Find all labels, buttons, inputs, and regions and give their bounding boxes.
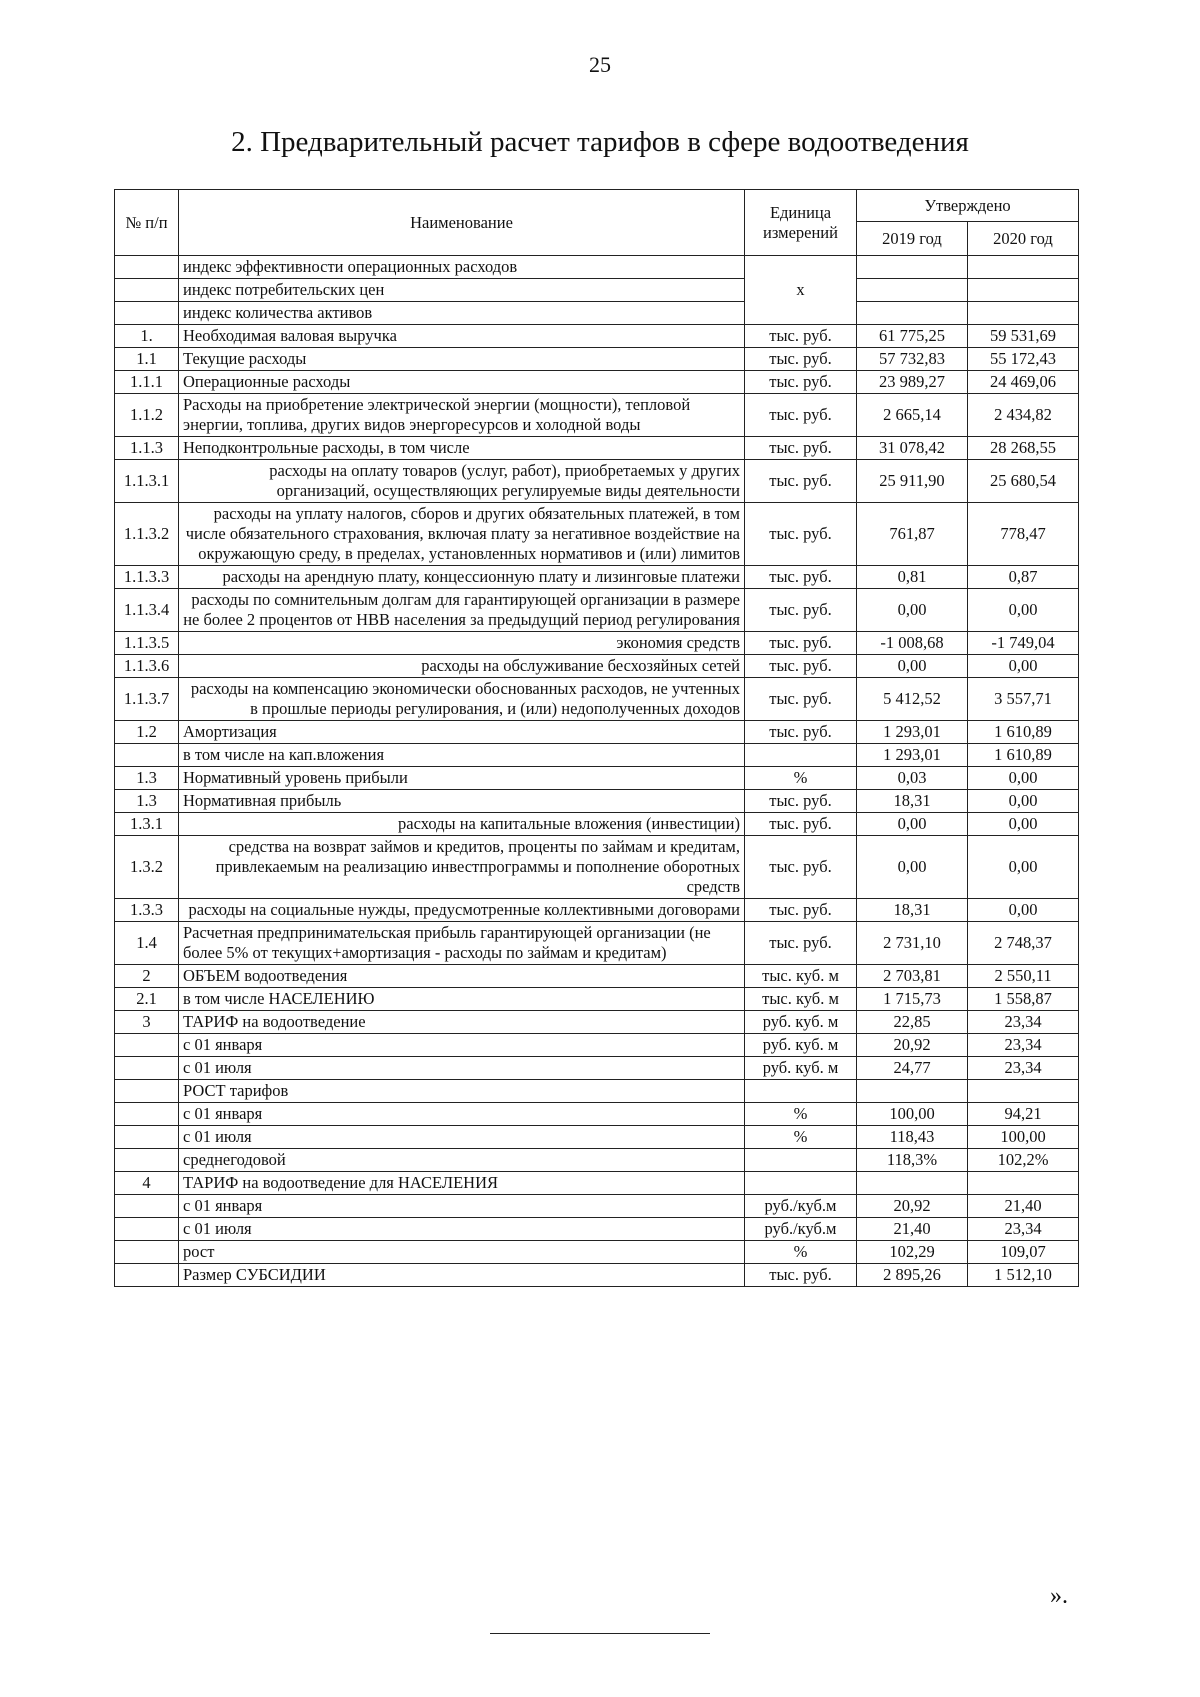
row-unit: тыс. руб. — [745, 632, 857, 655]
row-value-2020: 102,2% — [968, 1149, 1079, 1172]
row-value-2020: 0,00 — [968, 813, 1079, 836]
row-num: 1.3 — [115, 790, 179, 813]
row-num — [115, 1149, 179, 1172]
table-row — [115, 678, 1079, 721]
row-name: Операционные расходы — [179, 371, 745, 394]
table-row — [115, 790, 1079, 813]
row-unit: тыс. руб. — [745, 437, 857, 460]
row-unit: тыс. руб. — [745, 721, 857, 744]
row-value-2019: 102,29 — [857, 1241, 968, 1264]
row-num: 1.1.3.3 — [115, 566, 179, 589]
row-num: 1.1.3.1 — [115, 460, 179, 503]
table-row — [115, 1126, 1079, 1149]
row-value-2019: 0,81 — [857, 566, 968, 589]
row-num — [115, 1103, 179, 1126]
table-row — [115, 325, 1079, 348]
table-row — [115, 1080, 1079, 1103]
row-unit: % — [745, 1103, 857, 1126]
row-value-2020: 109,07 — [968, 1241, 1079, 1264]
row-value-2019: 23 989,27 — [857, 371, 968, 394]
table-row — [115, 348, 1079, 371]
row-value-2019: 2 665,14 — [857, 394, 968, 437]
row-value-2020: 21,40 — [968, 1195, 1079, 1218]
row-value-2020: 24 469,06 — [968, 371, 1079, 394]
row-value-2020: 2 550,11 — [968, 965, 1079, 988]
table-row — [115, 836, 1079, 899]
row-name: расходы на уплату налогов, сборов и других обязательных платежей, в том числе обязательного страхования, включая плату за негативное воздействие на окружающую среду, в пределах, установленных нормативов и (или) лимитов — [179, 503, 745, 566]
row-unit: тыс. руб. — [745, 348, 857, 371]
table-row — [115, 721, 1079, 744]
row-value-2019: 20,92 — [857, 1195, 968, 1218]
row-name: с 01 июля — [179, 1126, 745, 1149]
row-unit: руб./куб.м — [745, 1195, 857, 1218]
row-name: Необходимая валовая выручка — [179, 325, 745, 348]
row-value-2020: 28 268,55 — [968, 437, 1079, 460]
table-row — [115, 371, 1079, 394]
table-row — [115, 1011, 1079, 1034]
row-value-2019: 21,40 — [857, 1218, 968, 1241]
table-row — [115, 1218, 1079, 1241]
row-name: расходы на компенсацию экономически обоснованных расходов, не учтенных в прошлые периоды регулирования, и (или) недополученных доходов — [179, 678, 745, 721]
row-value-2020: 0,00 — [968, 589, 1079, 632]
row-unit: тыс. руб. — [745, 566, 857, 589]
table-row — [115, 1172, 1079, 1195]
row-value-2020 — [968, 1080, 1079, 1103]
row-name: ТАРИФ на водоотведение для НАСЕЛЕНИЯ — [179, 1172, 745, 1195]
table-row — [115, 899, 1079, 922]
row-value-2020: 0,00 — [968, 655, 1079, 678]
row-value-2019 — [857, 1080, 968, 1103]
table-row — [115, 1103, 1079, 1126]
row-value-2019: 5 412,52 — [857, 678, 968, 721]
footer-rule — [490, 1633, 710, 1634]
row-num: 1.1 — [115, 348, 179, 371]
row-name: Размер СУБСИДИИ — [179, 1264, 745, 1287]
row-unit: тыс. куб. м — [745, 988, 857, 1011]
row-unit — [745, 1149, 857, 1172]
row-name: расходы на капитальные вложения (инвестиции) — [179, 813, 745, 836]
row-num: 1.1.3.7 — [115, 678, 179, 721]
row-name: Нормативный уровень прибыли — [179, 767, 745, 790]
row-name: с 01 июля — [179, 1218, 745, 1241]
index-row-2020 — [968, 256, 1079, 279]
row-value-2020: 0,87 — [968, 566, 1079, 589]
header-num: № п/п — [115, 190, 179, 256]
row-name: ОБЪЕМ водоотведения — [179, 965, 745, 988]
row-num: 4 — [115, 1172, 179, 1195]
header-approved: Утверждено — [857, 190, 1079, 222]
row-value-2019: 31 078,42 — [857, 437, 968, 460]
index-row-2019 — [857, 256, 968, 279]
row-value-2019: 0,00 — [857, 813, 968, 836]
header-year-2019: 2019 год — [857, 222, 968, 256]
row-value-2019: 18,31 — [857, 899, 968, 922]
row-num: 1.1.3.4 — [115, 589, 179, 632]
row-value-2020: 55 172,43 — [968, 348, 1079, 371]
row-unit: % — [745, 1241, 857, 1264]
index-unit-cell: х — [745, 256, 857, 325]
row-num — [115, 1080, 179, 1103]
row-name: среднегодовой — [179, 1149, 745, 1172]
row-name: с 01 января — [179, 1034, 745, 1057]
row-name: Текущие расходы — [179, 348, 745, 371]
row-unit: тыс. руб. — [745, 371, 857, 394]
table-row — [115, 767, 1079, 790]
row-name: рост — [179, 1241, 745, 1264]
row-unit: тыс. руб. — [745, 790, 857, 813]
table-body — [115, 256, 1079, 1287]
table-row — [115, 965, 1079, 988]
header-year-2020: 2020 год — [968, 222, 1079, 256]
row-name: расходы на арендную плату, концессионную плату и лизинговые платежи — [179, 566, 745, 589]
row-num — [115, 1057, 179, 1080]
index-row-name: индекс количества активов — [179, 302, 745, 325]
index-row-num — [115, 279, 179, 302]
table-row — [115, 632, 1079, 655]
row-value-2020: 94,21 — [968, 1103, 1079, 1126]
row-unit: руб. куб. м — [745, 1034, 857, 1057]
row-value-2020: 0,00 — [968, 836, 1079, 899]
header-unit: Единица измерений — [745, 190, 857, 256]
index-row-2019 — [857, 279, 968, 302]
row-value-2019: 0,00 — [857, 589, 968, 632]
row-value-2020: 23,34 — [968, 1034, 1079, 1057]
row-unit: тыс. руб. — [745, 813, 857, 836]
row-name: расходы по сомнительным долгам для гарантирующей организации в размере не более 2 процентов от НВВ населения за предыдущий период регулирования — [179, 589, 745, 632]
row-value-2019: 0,03 — [857, 767, 968, 790]
row-name: с 01 января — [179, 1195, 745, 1218]
row-unit — [745, 744, 857, 767]
row-name: расходы на обслуживание бесхозяйных сетей — [179, 655, 745, 678]
table-row — [115, 1057, 1079, 1080]
row-num: 1.1.3.6 — [115, 655, 179, 678]
row-name: Расходы на приобретение электрической энергии (мощности), тепловой энергии, топлива, других видов энергоресурсов и холодной воды — [179, 394, 745, 437]
row-name: ТАРИФ на водоотведение — [179, 1011, 745, 1034]
index-row-name: индекс эффективности операционных расходов — [179, 256, 745, 279]
row-unit: тыс. руб. — [745, 922, 857, 965]
row-name: Неподконтрольные расходы, в том числе — [179, 437, 745, 460]
row-unit: руб. куб. м — [745, 1011, 857, 1034]
row-value-2019: 0,00 — [857, 836, 968, 899]
row-value-2020: 59 531,69 — [968, 325, 1079, 348]
page-number: 25 — [589, 52, 611, 77]
row-num: 2.1 — [115, 988, 179, 1011]
table-row — [115, 655, 1079, 678]
row-unit: тыс. руб. — [745, 589, 857, 632]
row-name: расходы на социальные нужды, предусмотренные коллективными договорами — [179, 899, 745, 922]
table-row — [115, 394, 1079, 437]
row-num — [115, 1264, 179, 1287]
row-unit — [745, 1172, 857, 1195]
row-value-2020: 1 610,89 — [968, 744, 1079, 767]
table-row — [115, 1264, 1079, 1287]
row-value-2019: 61 775,25 — [857, 325, 968, 348]
row-value-2019: -1 008,68 — [857, 632, 968, 655]
row-unit: тыс. руб. — [745, 325, 857, 348]
row-value-2019: 57 732,83 — [857, 348, 968, 371]
table-row — [115, 1034, 1079, 1057]
row-unit: руб. куб. м — [745, 1057, 857, 1080]
table-row — [115, 922, 1079, 965]
row-value-2020: 1 558,87 — [968, 988, 1079, 1011]
table-row — [115, 437, 1079, 460]
row-num: 1.1.1 — [115, 371, 179, 394]
row-value-2019: 22,85 — [857, 1011, 968, 1034]
tariff-table — [114, 189, 1079, 1287]
row-num: 1.3.3 — [115, 899, 179, 922]
row-unit: тыс. куб. м — [745, 965, 857, 988]
row-num: 1.3.2 — [115, 836, 179, 899]
table-row — [115, 744, 1079, 767]
index-row-num — [115, 256, 179, 279]
row-value-2020: 2 434,82 — [968, 394, 1079, 437]
row-name: с 01 января — [179, 1103, 745, 1126]
row-num — [115, 744, 179, 767]
table-row — [115, 813, 1079, 836]
index-row-2019 — [857, 302, 968, 325]
row-value-2019: 118,3% — [857, 1149, 968, 1172]
row-value-2020: 0,00 — [968, 790, 1079, 813]
row-value-2019: 24,77 — [857, 1057, 968, 1080]
row-value-2019: 2 895,26 — [857, 1264, 968, 1287]
row-value-2019: 1 293,01 — [857, 721, 968, 744]
row-unit: тыс. руб. — [745, 460, 857, 503]
row-value-2019: 20,92 — [857, 1034, 968, 1057]
index-row-num — [115, 302, 179, 325]
row-value-2020: 25 680,54 — [968, 460, 1079, 503]
row-value-2020: -1 749,04 — [968, 632, 1079, 655]
row-name: расходы на оплату товаров (услуг, работ), приобретаемых у других организаций, осуществляющих регулируемые виды деятельности — [179, 460, 745, 503]
row-num — [115, 1195, 179, 1218]
row-value-2020: 1 512,10 — [968, 1264, 1079, 1287]
row-value-2020: 2 748,37 — [968, 922, 1079, 965]
row-num — [115, 1034, 179, 1057]
row-value-2020: 23,34 — [968, 1011, 1079, 1034]
header-name: Наименование — [179, 190, 745, 256]
row-num: 1.1.3 — [115, 437, 179, 460]
table-row — [115, 566, 1079, 589]
row-value-2020: 778,47 — [968, 503, 1079, 566]
row-unit: тыс. руб. — [745, 1264, 857, 1287]
row-value-2019: 100,00 — [857, 1103, 968, 1126]
table-row — [115, 460, 1079, 503]
row-num — [115, 1126, 179, 1149]
row-name: Расчетная предпринимательская прибыль гарантирующей организации (не более 5% от текущих+амортизация - расходы по займам и кредитам) — [179, 922, 745, 965]
row-name: Амортизация — [179, 721, 745, 744]
row-value-2020: 23,34 — [968, 1057, 1079, 1080]
row-num: 2 — [115, 965, 179, 988]
row-num: 1. — [115, 325, 179, 348]
row-num: 1.3.1 — [115, 813, 179, 836]
row-unit: тыс. руб. — [745, 394, 857, 437]
row-value-2019: 18,31 — [857, 790, 968, 813]
row-name: средства на возврат займов и кредитов, проценты по займам и кредитам, привлекаемым на реализацию инвестпрограммы и пополнение оборотных средств — [179, 836, 745, 899]
index-row-name: индекс потребительских цен — [179, 279, 745, 302]
row-name: в том числе на кап.вложения — [179, 744, 745, 767]
row-value-2020 — [968, 1172, 1079, 1195]
table-row — [115, 988, 1079, 1011]
row-num: 1.3 — [115, 767, 179, 790]
row-unit: тыс. руб. — [745, 678, 857, 721]
index-row-2020 — [968, 279, 1079, 302]
row-unit: руб./куб.м — [745, 1218, 857, 1241]
row-num: 1.1.3.5 — [115, 632, 179, 655]
row-value-2020: 3 557,71 — [968, 678, 1079, 721]
table-row — [115, 1195, 1079, 1218]
row-name: экономия средств — [179, 632, 745, 655]
row-value-2020: 0,00 — [968, 899, 1079, 922]
row-name: РОСТ тарифов — [179, 1080, 745, 1103]
row-num: 1.4 — [115, 922, 179, 965]
table-row — [115, 1149, 1079, 1172]
row-unit: тыс. руб. — [745, 503, 857, 566]
row-unit — [745, 1080, 857, 1103]
row-unit: тыс. руб. — [745, 655, 857, 678]
table-row — [115, 503, 1079, 566]
row-unit: % — [745, 767, 857, 790]
row-num — [115, 1241, 179, 1264]
table-row — [115, 589, 1079, 632]
row-value-2019: 118,43 — [857, 1126, 968, 1149]
row-num: 1.2 — [115, 721, 179, 744]
row-unit: тыс. руб. — [745, 899, 857, 922]
row-unit: % — [745, 1126, 857, 1149]
document-title: 2. Предварительный расчет тарифов в сфере водоотведения — [231, 126, 969, 158]
row-num — [115, 1218, 179, 1241]
row-value-2019: 1 293,01 — [857, 744, 968, 767]
table-row — [115, 1241, 1079, 1264]
row-value-2019: 761,87 — [857, 503, 968, 566]
row-value-2019: 1 715,73 — [857, 988, 968, 1011]
row-name: Нормативная прибыль — [179, 790, 745, 813]
row-value-2020: 100,00 — [968, 1126, 1079, 1149]
row-value-2020: 1 610,89 — [968, 721, 1079, 744]
row-num: 1.1.2 — [115, 394, 179, 437]
row-name: в том числе НАСЕЛЕНИЮ — [179, 988, 745, 1011]
row-num: 1.1.3.2 — [115, 503, 179, 566]
row-value-2020: 0,00 — [968, 767, 1079, 790]
row-value-2019: 2 703,81 — [857, 965, 968, 988]
row-value-2020: 23,34 — [968, 1218, 1079, 1241]
row-value-2019: 25 911,90 — [857, 460, 968, 503]
row-num: 3 — [115, 1011, 179, 1034]
row-value-2019 — [857, 1172, 968, 1195]
row-value-2019: 0,00 — [857, 655, 968, 678]
closing-quote-mark: ». — [1050, 1583, 1068, 1609]
row-value-2019: 2 731,10 — [857, 922, 968, 965]
row-unit: тыс. руб. — [745, 836, 857, 899]
index-row-2020 — [968, 302, 1079, 325]
row-name: с 01 июля — [179, 1057, 745, 1080]
